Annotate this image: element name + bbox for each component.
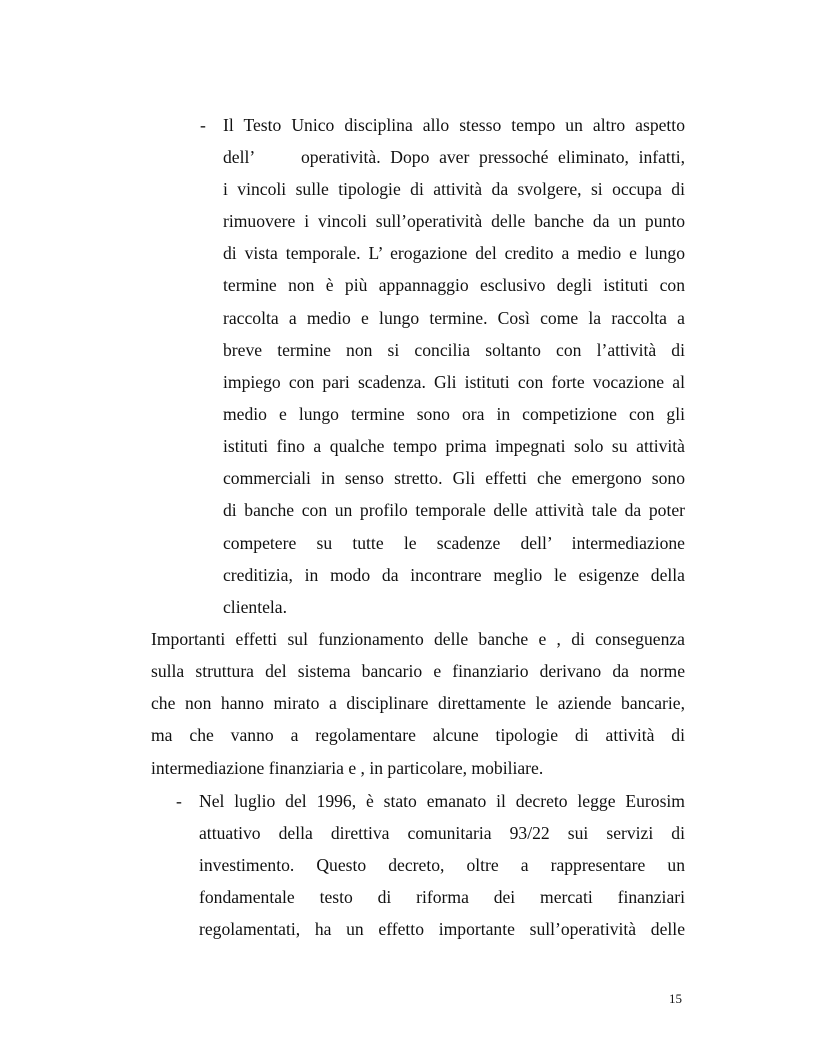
bullet-1-line-14: competere su tutte le scadenze dell’ intermediazione bbox=[223, 533, 685, 553]
bullet-2-line-1: Nel luglio del 1996, è stato emanato il decreto legge Eurosim bbox=[199, 791, 685, 811]
bullet-1-line-5: di vista temporale. L’ erogazione del credito a medio e lungo bbox=[223, 243, 685, 263]
bullet-2-line-4: fondamentale testo di riforma dei mercati finanziari bbox=[199, 887, 685, 907]
bullet-1-line-3: i vincoli sulle tipologie di attività da svolgere, si occupa di bbox=[223, 179, 685, 199]
bullet-1-line-6: termine non è più appannaggio esclusivo degli istituti con bbox=[223, 275, 685, 295]
bullet-1-line-2b: operatività. Dopo aver pressoché eliminato, infatti, bbox=[301, 147, 685, 167]
bullet-1-line-9: impiego con pari scadenza. Gli istituti con forte vocazione al bbox=[223, 372, 685, 392]
bullet-1-line-11: istituti fino a qualche tempo prima impegnati solo su attività bbox=[223, 436, 685, 456]
bullet-2-line-5: regolamentati, ha un effetto importante sull’operatività delle bbox=[199, 919, 685, 939]
paragraph-line-4: ma che vanno a regolamentare alcune tipologie di attività di bbox=[151, 725, 685, 745]
page-number: 15 bbox=[669, 991, 682, 1006]
bullet-1-line-16: clientela. bbox=[223, 597, 287, 617]
bullet-1-line-1: Il Testo Unico disciplina allo stesso tempo un altro aspetto bbox=[223, 115, 685, 135]
bullet-1-line-13: di banche con un profilo temporale delle attività tale da poter bbox=[223, 500, 685, 520]
paragraph-line-5: intermediazione finanziaria e , in particolare, mobiliare. bbox=[151, 758, 544, 778]
bullet-1-line-10: medio e lungo termine sono ora in competizione con gli bbox=[223, 404, 685, 424]
paragraph-line-3: che non hanno mirato a disciplinare direttamente le aziende bancarie, bbox=[151, 693, 685, 713]
bullet-2-line-3: investimento. Questo decreto, oltre a rappresentare un bbox=[199, 855, 685, 875]
bullet-1-line-15: creditizia, in modo da incontrare meglio le esigenze della bbox=[223, 565, 685, 585]
paragraph-line-2: sulla struttura del sistema bancario e finanziario derivano da norme bbox=[151, 661, 685, 681]
bullet-1-line-2a: dell’ bbox=[223, 147, 256, 167]
bullet-dash: - bbox=[176, 791, 182, 811]
bullet-1-line-12: commerciali in senso stretto. Gli effetti che emergono sono bbox=[223, 468, 685, 488]
bullet-1-line-8: breve termine non si concilia soltanto con l’attività di bbox=[223, 340, 685, 360]
bullet-1-line-4: rimuovere i vincoli sull’operatività delle banche da un punto bbox=[223, 211, 685, 231]
bullet-dash: - bbox=[200, 115, 206, 135]
paragraph-line-1: Importanti effetti sul funzionamento delle banche e , di conseguenza bbox=[151, 629, 685, 649]
bullet-2-line-2: attuativo della direttiva comunitaria 93/22 sui servizi di bbox=[199, 823, 685, 843]
bullet-1-line-7: raccolta a medio e lungo termine. Così come la raccolta a bbox=[223, 308, 685, 328]
